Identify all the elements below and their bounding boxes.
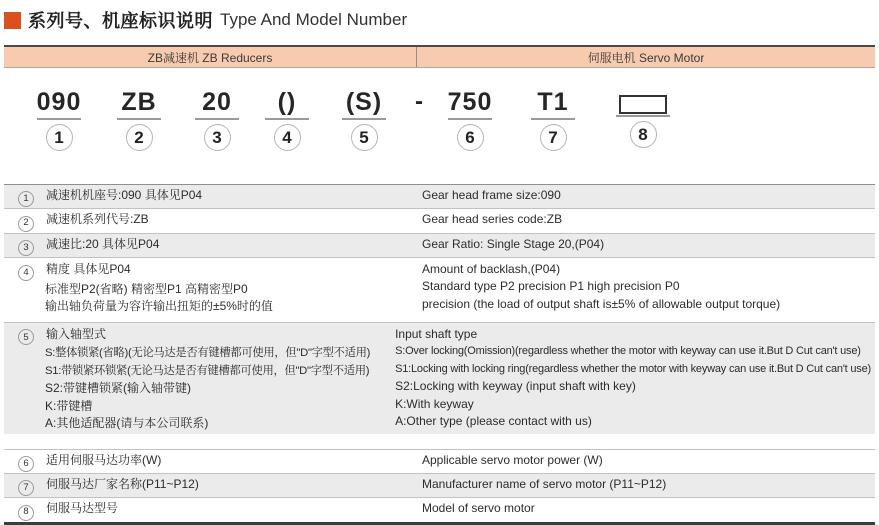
segment-code: () bbox=[277, 88, 297, 116]
segment-underline bbox=[448, 118, 492, 120]
row-number-badge: 2 bbox=[18, 216, 34, 232]
segment-number-badge: 3 bbox=[204, 124, 231, 151]
segment-code: 750 bbox=[447, 88, 493, 116]
table-row-2 bbox=[4, 209, 875, 233]
model-segment-8 bbox=[601, 87, 685, 148]
segment-underline bbox=[342, 118, 386, 120]
segment-number-badge: 2 bbox=[126, 124, 153, 151]
model-segment-6 bbox=[428, 87, 512, 151]
segment-code: (S) bbox=[345, 88, 383, 116]
row-text-en: Standard type P2 precision P1 high precision P0 bbox=[422, 279, 680, 294]
row-text-zh: S1:带锁紧环锁紧(无论马达是否有键槽都可使用，但"D"字型不适用) bbox=[45, 364, 370, 377]
table-row-4 bbox=[4, 258, 875, 323]
row-text-zh: 伺服马达厂家名称(P11~P12) bbox=[46, 477, 199, 491]
row-text-en: S:Over locking(Omission)(regardless whether the motor with keyway can use it.But D Cut can't use) bbox=[395, 345, 861, 357]
row-text-zh: 适用伺服马达功率(W) bbox=[46, 452, 162, 467]
row-text-en: precision (the load of output shaft is±5% of allowable output torque) bbox=[422, 296, 781, 311]
segment-code: 20 bbox=[202, 88, 232, 116]
row-text-en: Gear head frame size:090 bbox=[422, 188, 561, 202]
segment-code: ZB bbox=[121, 88, 157, 116]
page-title-zh: 系列号、机座标识说明 bbox=[28, 11, 213, 31]
title-bullet-square-icon bbox=[4, 12, 21, 29]
row-text-en: A:Other type (please contact with us) bbox=[395, 414, 592, 428]
segment-underline bbox=[37, 118, 81, 120]
segment-number-badge: 8 bbox=[630, 121, 657, 148]
row-text-en: S2:Locking with keyway (input shaft with key) bbox=[395, 379, 636, 393]
row-number-badge: 5 bbox=[18, 329, 34, 345]
model-segment-2 bbox=[97, 87, 181, 151]
segment-underline bbox=[195, 118, 239, 120]
spec-table bbox=[4, 184, 875, 525]
row-text-zh: 输入轴型式 bbox=[46, 326, 107, 341]
model-segment-5 bbox=[322, 87, 406, 151]
table-row-6 bbox=[4, 450, 875, 474]
page-title-en: Type And Model Number bbox=[220, 10, 408, 29]
row-text-en: Input shaft type bbox=[395, 326, 478, 341]
row-number-badge: 7 bbox=[18, 480, 34, 496]
row-text-zh: K:带键槽 bbox=[45, 398, 93, 413]
model-code-dash: - bbox=[415, 88, 423, 115]
row-text-zh: 减速比:20 具体见P04 bbox=[46, 236, 160, 251]
row-number-badge: 6 bbox=[18, 456, 34, 472]
column-header-bar bbox=[4, 45, 875, 68]
row-text-zh: S:整体锁紧(省略)(无论马达是否有键槽都可使用，但"D"字型不适用) bbox=[45, 347, 371, 360]
row-number-badge: 4 bbox=[18, 265, 34, 281]
row-number-badge: 3 bbox=[18, 240, 34, 256]
row-text-zh: A:其他适配器(请与本公司联系) bbox=[45, 416, 209, 431]
row-text-en: Gear Ratio: Single Stage 20,(P04) bbox=[422, 236, 605, 251]
row-text-zh: 标准型P2(省略) 精密型P1 高精密型P0 bbox=[45, 281, 248, 296]
row-text-en: K:With keyway bbox=[395, 396, 474, 411]
row-text-en: Gear head series code:ZB bbox=[422, 212, 563, 227]
row-text-zh: 输出轴负荷量为容许输出扭矩的±5%时的值 bbox=[45, 299, 273, 313]
segment-number-badge: 4 bbox=[274, 124, 301, 151]
row-text-zh: 精度 具体见P04 bbox=[46, 261, 131, 276]
segment-number-badge: 7 bbox=[540, 124, 567, 151]
segment-code: T1 bbox=[537, 88, 569, 116]
row-text-en: Model of servo motor bbox=[422, 501, 535, 516]
segment-underline bbox=[265, 118, 309, 120]
table-row-1 bbox=[4, 185, 875, 209]
row-text-en: S1:Locking with locking ring(regardless whether the motor with keyway can use it.But D Cut can't use) bbox=[395, 362, 871, 375]
segment-code: 090 bbox=[36, 88, 82, 116]
row-text-zh: S2:带键槽锁紧(输入轴带键) bbox=[45, 381, 192, 396]
row-number-badge: 8 bbox=[18, 505, 34, 521]
model-segment-4 bbox=[245, 87, 329, 151]
segment-number-badge: 1 bbox=[46, 124, 73, 151]
row-text-en: Amount of backlash,(P04) bbox=[422, 261, 561, 276]
table-row-8 bbox=[4, 498, 875, 521]
row-text-en: Applicable servo motor power (W) bbox=[422, 452, 603, 467]
blank-model-box bbox=[619, 95, 667, 114]
model-code-diagram bbox=[4, 87, 875, 155]
table-row-3 bbox=[4, 234, 875, 258]
segment-number-badge: 6 bbox=[457, 124, 484, 151]
segment-underline bbox=[531, 118, 575, 120]
row-text-en: Manufacturer name of servo motor (P11~P12) bbox=[422, 477, 667, 491]
row-number-badge: 1 bbox=[18, 191, 34, 207]
row-text-zh: 减速机系列代号:ZB bbox=[46, 212, 149, 227]
table-row-7 bbox=[4, 474, 875, 498]
row-text-zh: 伺服马达型号 bbox=[46, 501, 119, 516]
page-title bbox=[4, 8, 875, 32]
model-segment-1 bbox=[17, 87, 101, 151]
segment-underline bbox=[616, 115, 670, 117]
row-text-zh: 减速机机座号:090 具体见P04 bbox=[46, 188, 203, 202]
model-segment-7 bbox=[511, 87, 595, 151]
header-zb-reducers: ZB减速机 ZB Reducers bbox=[4, 47, 417, 67]
header-servo-motor: 伺服电机 Servo Motor bbox=[587, 50, 705, 65]
table-row-5 bbox=[4, 323, 875, 450]
segment-underline bbox=[117, 118, 161, 120]
segment-number-badge: 5 bbox=[351, 124, 378, 151]
